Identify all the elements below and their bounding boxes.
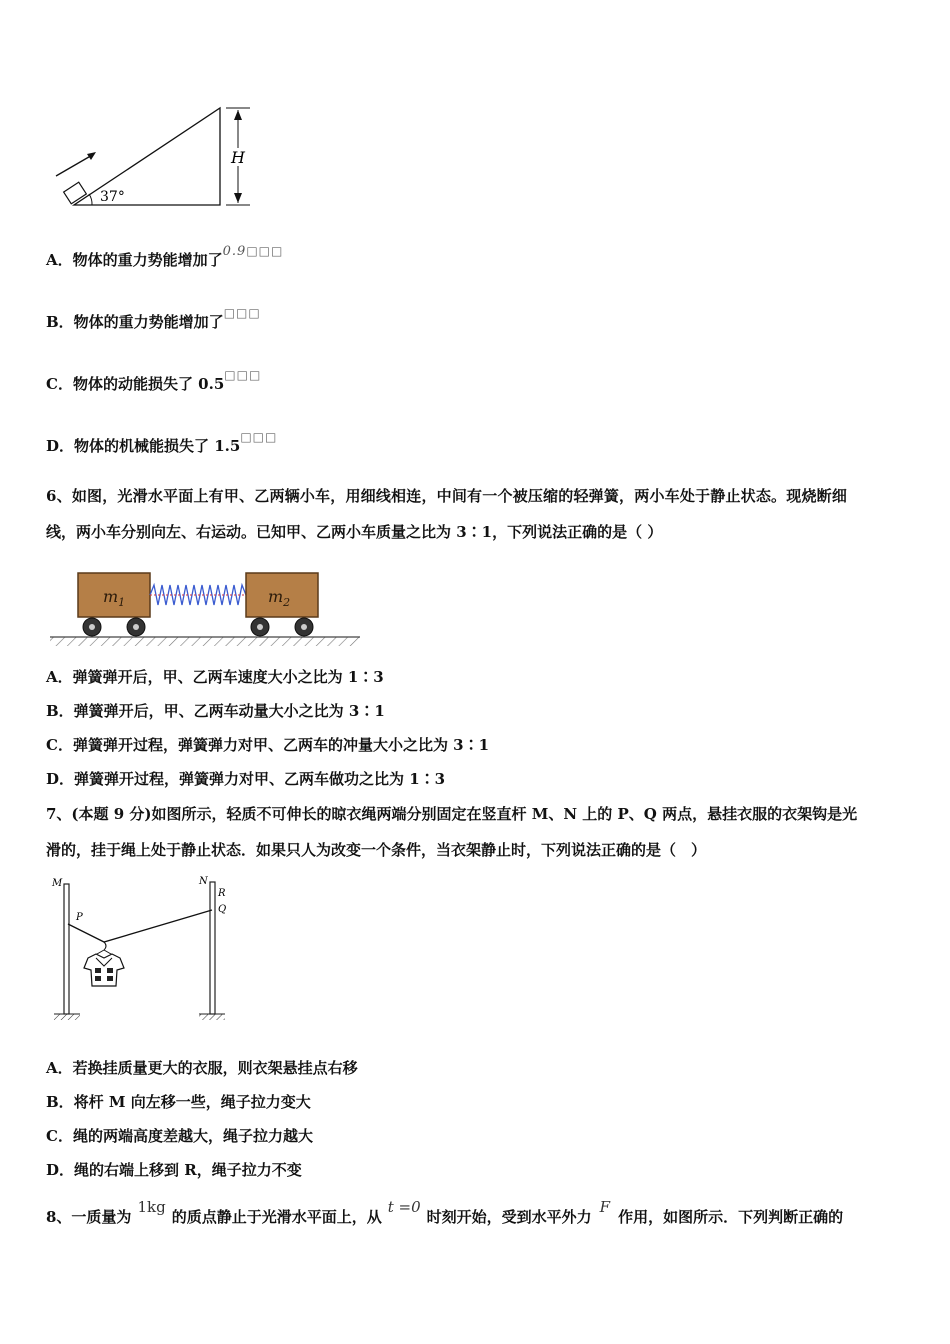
incline-triangle	[74, 108, 220, 205]
q7-option-a: A．若换挂质量更大的衣服，则衣架悬挂点右移	[46, 1059, 358, 1077]
q5-option-c: C．物体的动能损失了 0.5□□□	[46, 368, 262, 393]
label-m: M	[52, 878, 63, 889]
q5-option-d: D．物体的机械能损失了 1.5□□□	[46, 430, 278, 455]
q8-stem: 8、一质量为1kg的质点静止于光滑水平面上，从t =0时刻开始，受到水平外力F作用，如图所示．下列判断正确的	[46, 1198, 844, 1226]
pole-m	[64, 884, 69, 1014]
q5-option-b: B．物体的重力势能增加了□□□	[46, 306, 261, 331]
rope	[68, 910, 212, 942]
q6-option-c: C．弹簧弹开过程，弹簧弹力对甲、乙两车的冲量大小之比为 3∶1	[46, 736, 490, 754]
label-q: Q	[218, 904, 227, 915]
incline-block	[64, 182, 87, 204]
hanging-shirt	[84, 942, 124, 986]
cart-m2-wheels	[251, 618, 313, 636]
q7-stem-line2: 滑的，挂于绳上处于静止状态．如果只人为改变一个条件，当衣架静止时，下列说法正确的是（ ）	[46, 841, 707, 859]
cart-m1-label: $m_1$	[103, 587, 126, 609]
q6-stem-line2: 线，两小车分别向左、右运动。已知甲、乙两小车质量之比为 3∶1，下列说法正确的是（ ）	[46, 523, 663, 541]
ground-hatch	[50, 637, 360, 646]
pole-n	[210, 882, 215, 1014]
q5-option-a: A．物体的重力势能增加了0.9□□□	[46, 244, 284, 269]
cart-m1-wheels	[83, 618, 145, 636]
cart-m2-label: $m_2$	[268, 587, 291, 609]
carts-figure	[46, 565, 366, 655]
q7-option-b: B．将杆 M 向左移一些，绳子拉力变大	[46, 1093, 311, 1111]
incline-arrow	[56, 152, 96, 176]
angle-label: 37°	[100, 189, 125, 205]
q8-t0: t =0	[387, 1198, 421, 1216]
label-r: R	[218, 888, 226, 899]
height-label: H	[231, 148, 245, 167]
q6-option-b: B．弹簧弹开后，甲、乙两车动量大小之比为 3∶1	[46, 702, 385, 720]
incline-figure	[46, 100, 266, 212]
q7-stem-line1: 7、(本题 9 分)如图所示，轻质不可伸长的晾衣绳两端分别固定在竖直杆 M、N 上的 P、Q 两点，悬挂衣服的衣架钩是光	[46, 805, 858, 823]
angle-arc	[89, 194, 92, 205]
label-p: P	[76, 912, 83, 923]
q6-option-d: D．弹簧弹开过程，弹簧弹力对甲、乙两车做功之比为 1∶3	[46, 770, 446, 788]
q6-stem-line1: 6、如图，光滑水平面上有甲、乙两辆小车，用细线相连，中间有一个被压缩的轻弹簧，两小车处于静止状态。现烧断细	[46, 487, 848, 505]
clothesline-figure	[46, 872, 246, 1032]
q6-option-a: A．弹簧弹开后，甲、乙两车速度大小之比为 1∶3	[46, 668, 384, 686]
q8-force: F	[599, 1198, 611, 1216]
q8-mass: 1kg	[137, 1198, 166, 1216]
q7-option-c: C．绳的两端高度差越大，绳子拉力越大	[46, 1127, 313, 1145]
label-n: N	[199, 876, 208, 887]
q7-option-d: D．绳的右端上移到 R，绳子拉力不变	[46, 1161, 302, 1179]
